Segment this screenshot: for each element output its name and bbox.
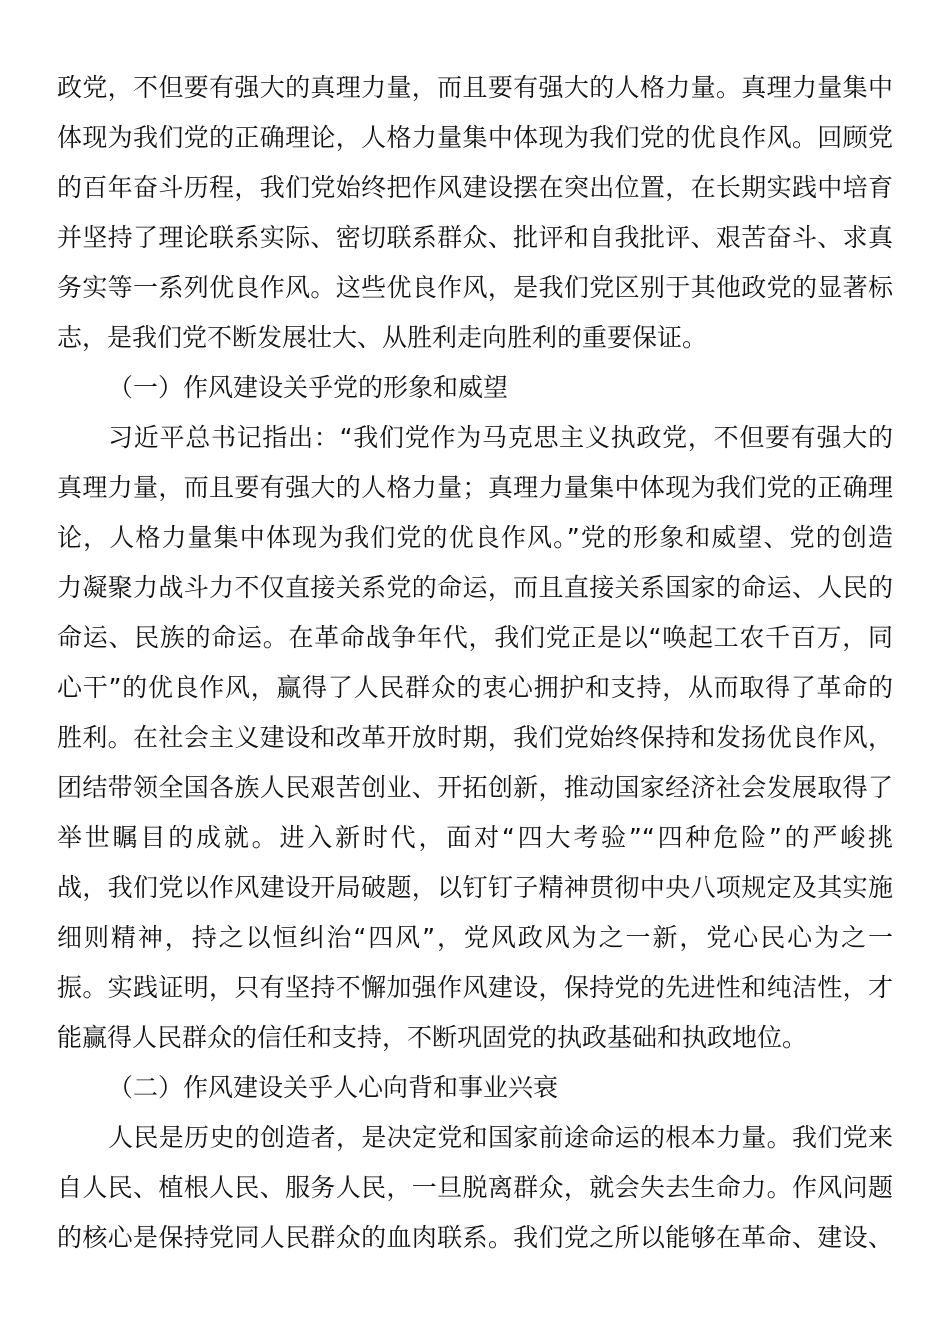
text-line: 团结带领全国各族人民艰苦创业、开拓创新，推动国家经济社会发展取得了	[57, 773, 893, 802]
text-line: 能赢得人民群众的信任和支持，不断巩固党的执政基础和执政地位。	[57, 1023, 808, 1052]
section-heading-2: （二）作风建设关乎人心向背和事业兴衰	[108, 1073, 559, 1102]
text-line: 政党，不但要有强大的真理力量，而且要有强大的人格力量。真理力量集中	[57, 73, 893, 102]
text-line: 举世瞩目的成就。进入新时代，面对“四大考验”“四种危险”的严峻挑	[57, 823, 893, 852]
text-line: 论，人格力量集中体现为我们党的优良作风。”党的形象和威望、党的创造	[57, 523, 893, 552]
text-line: 力凝聚力战斗力不仅直接关系党的命运，而且直接关系国家的命运、人民的	[57, 573, 893, 602]
text-line: 并坚持了理论联系实际、密切联系群众、批评和自我批评、艰苦奋斗、求真	[57, 223, 893, 252]
text-line: 自人民、植根人民、服务人民，一旦脱离群众，就会失去生命力。作风问题	[57, 1173, 893, 1202]
section-heading-1: （一）作风建设关乎党的形象和威望	[108, 373, 509, 402]
text-line: 的百年奋斗历程，我们党始终把作风建设摆在突出位置，在长期实践中培育	[57, 173, 893, 202]
text-line: 战，我们党以作风建设开局破题，以钉钉子精神贯彻中央八项规定及其实施	[57, 873, 893, 902]
text-line: 胜利。在社会主义建设和改革开放时期，我们党始终保持和发扬优良作风，	[57, 723, 893, 752]
text-line: 命运、民族的命运。在革命战争年代，我们党正是以“唤起工农千百万，同	[57, 623, 893, 652]
text-line: 习近平总书记指出：“我们党作为马克思主义执政党，不但要有强大的	[108, 423, 893, 452]
text-line: 志，是我们党不断发展壮大、从胜利走向胜利的重要保证。	[57, 323, 708, 352]
text-line: 振。实践证明，只有坚持不懈加强作风建设，保持党的先进性和纯洁性，才	[57, 973, 893, 1002]
text-line: 心干”的优良作风，赢得了人民群众的衷心拥护和支持，从而取得了革命的	[57, 673, 893, 702]
text-line: 体现为我们党的正确理论，人格力量集中体现为我们党的优良作风。回顾党	[57, 123, 893, 152]
text-line: 细则精神，持之以恒纠治“四风”，党风政风为之一新，党心民心为之一	[57, 923, 893, 952]
text-line: 真理力量，而且要有强大的人格力量；真理力量集中体现为我们党的正确理	[57, 473, 893, 502]
text-line: 务实等一系列优良作风。这些优良作风，是我们党区别于其他政党的显著标	[57, 273, 893, 302]
text-line: 人民是历史的创造者，是决定党和国家前途命运的根本力量。我们党来	[108, 1123, 893, 1152]
text-line: 的核心是保持党同人民群众的血肉联系。我们党之所以能够在革命、建设、	[57, 1223, 893, 1252]
